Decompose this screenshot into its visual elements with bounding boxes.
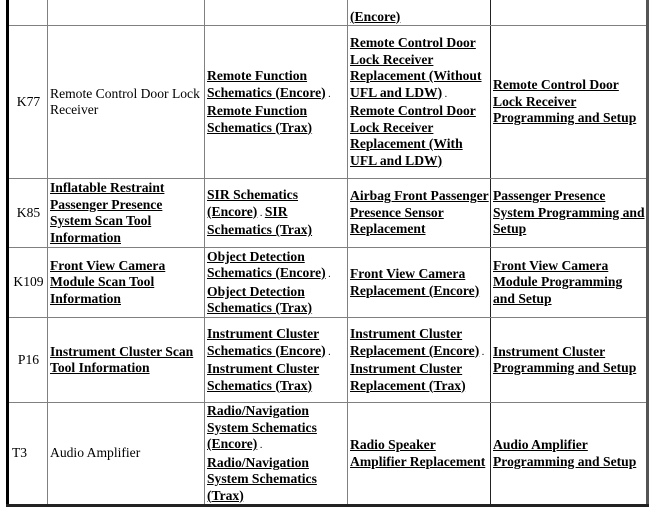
- cell-replacement: [348, 179, 491, 248]
- replacement-link[interactable]: Remote Control Door Lock Receiver Replacement (Without UFL and LDW): [350, 35, 482, 100]
- table-row: [8, 248, 648, 318]
- cell-schematics: [205, 26, 348, 179]
- schematics-link[interactable]: Instrument Cluster Schematics (Trax): [207, 361, 320, 393]
- table-row: [8, 26, 648, 179]
- replacement-link[interactable]: (Encore): [350, 8, 401, 24]
- scan-tool-link[interactable]: Instrument Cluster Scan Tool Information: [50, 343, 194, 375]
- component-code: K85: [16, 204, 41, 220]
- component-reference-table: [6, 0, 649, 507]
- cell-name: [48, 179, 205, 248]
- table-row: [8, 318, 648, 403]
- scan-tool-link[interactable]: Inflatable Restraint Passenger Presence System Scan Tool Information: [50, 180, 165, 245]
- replacement-link[interactable]: Radio Speaker Amplifier Replacement: [350, 437, 486, 469]
- cell-schematics: [205, 248, 348, 318]
- replacement-link[interactable]: Remote Control Door Lock Receiver Replacement (With UFL and LDW): [350, 103, 476, 168]
- cell-replacement: [348, 0, 491, 26]
- schematics-link[interactable]: Radio/Navigation System Schematics (Trax): [207, 454, 317, 503]
- schematics-link[interactable]: SIR Schematics (Trax): [207, 203, 313, 238]
- programming-link[interactable]: Front View Camera Module Programming and Setup: [493, 257, 623, 306]
- cell-programming: [491, 403, 648, 506]
- programming-link[interactable]: Instrument Cluster Programming and Setup: [493, 343, 637, 375]
- component-code: T3: [12, 445, 28, 461]
- cell-code: [8, 26, 48, 179]
- cell-name: [48, 0, 205, 26]
- schematics-link[interactable]: Object Detection Schematics (Encore): [207, 248, 326, 280]
- cell-name: [48, 403, 205, 506]
- cell-code: [8, 0, 48, 26]
- schematics-link[interactable]: Object Detection Schematics (Trax): [207, 283, 313, 315]
- cell-code: [8, 248, 48, 318]
- component-code: P16: [17, 351, 40, 367]
- cell-name: [48, 26, 205, 179]
- programming-link[interactable]: Audio Amplifier Programming and Setup: [493, 437, 637, 469]
- separator: .: [257, 207, 265, 219]
- table-row: [8, 179, 648, 248]
- cell-code: [8, 179, 48, 248]
- component-name: Remote Control Door Lock Receiver: [50, 85, 200, 117]
- separator: .: [325, 269, 331, 280]
- cell-programming: [491, 318, 648, 403]
- schematics-link[interactable]: SIR Schematics (Encore): [207, 187, 299, 219]
- cell-schematics: [205, 403, 348, 506]
- cell-schematics: [205, 0, 348, 26]
- scan-tool-link[interactable]: Front View Camera Module Scan Tool Information: [50, 257, 166, 306]
- cell-code: [8, 403, 48, 506]
- component-code: K77: [16, 93, 41, 109]
- table-row: [8, 403, 648, 506]
- replacement-link[interactable]: Instrument Cluster Replacement (Encore): [350, 326, 480, 358]
- cell-schematics: [205, 318, 348, 403]
- cell-programming: [491, 248, 648, 318]
- cell-replacement: [348, 248, 491, 318]
- cell-name: [48, 318, 205, 403]
- cell-name: [48, 248, 205, 318]
- cell-replacement: [348, 403, 491, 506]
- separator: .: [479, 346, 485, 358]
- separator: .: [257, 440, 263, 451]
- schematics-link[interactable]: Remote Function Schematics (Encore): [207, 68, 326, 100]
- programming-link[interactable]: Remote Control Door Lock Receiver Programming and Setup: [493, 77, 637, 126]
- replacement-link[interactable]: Front View Camera Replacement (Encore): [350, 266, 480, 298]
- schematics-link[interactable]: Remote Function Schematics (Trax): [207, 103, 313, 135]
- schematics-link[interactable]: Instrument Cluster Schematics (Encore): [207, 326, 326, 358]
- separator: .: [325, 88, 331, 100]
- component-code: K109: [13, 274, 44, 290]
- separator: .: [325, 346, 331, 358]
- cell-programming: [491, 26, 648, 179]
- schematics-link[interactable]: Radio/Navigation System Schematics (Encore): [207, 403, 317, 451]
- cell-replacement: [348, 26, 491, 179]
- separator: .: [442, 88, 448, 100]
- cell-replacement: [348, 318, 491, 403]
- cell-programming: [491, 179, 648, 248]
- table-row-partial: [8, 0, 648, 26]
- replacement-link[interactable]: Instrument Cluster Replacement (Trax): [350, 361, 466, 393]
- component-name: Audio Amplifier: [50, 445, 141, 461]
- cell-programming: [491, 0, 648, 26]
- programming-link[interactable]: Passenger Presence System Programming and Setup: [493, 188, 645, 237]
- replacement-link[interactable]: Airbag Front Passenger Presence Sensor Replacement: [350, 188, 489, 237]
- cell-code: [8, 318, 48, 403]
- cell-schematics: [205, 179, 348, 248]
